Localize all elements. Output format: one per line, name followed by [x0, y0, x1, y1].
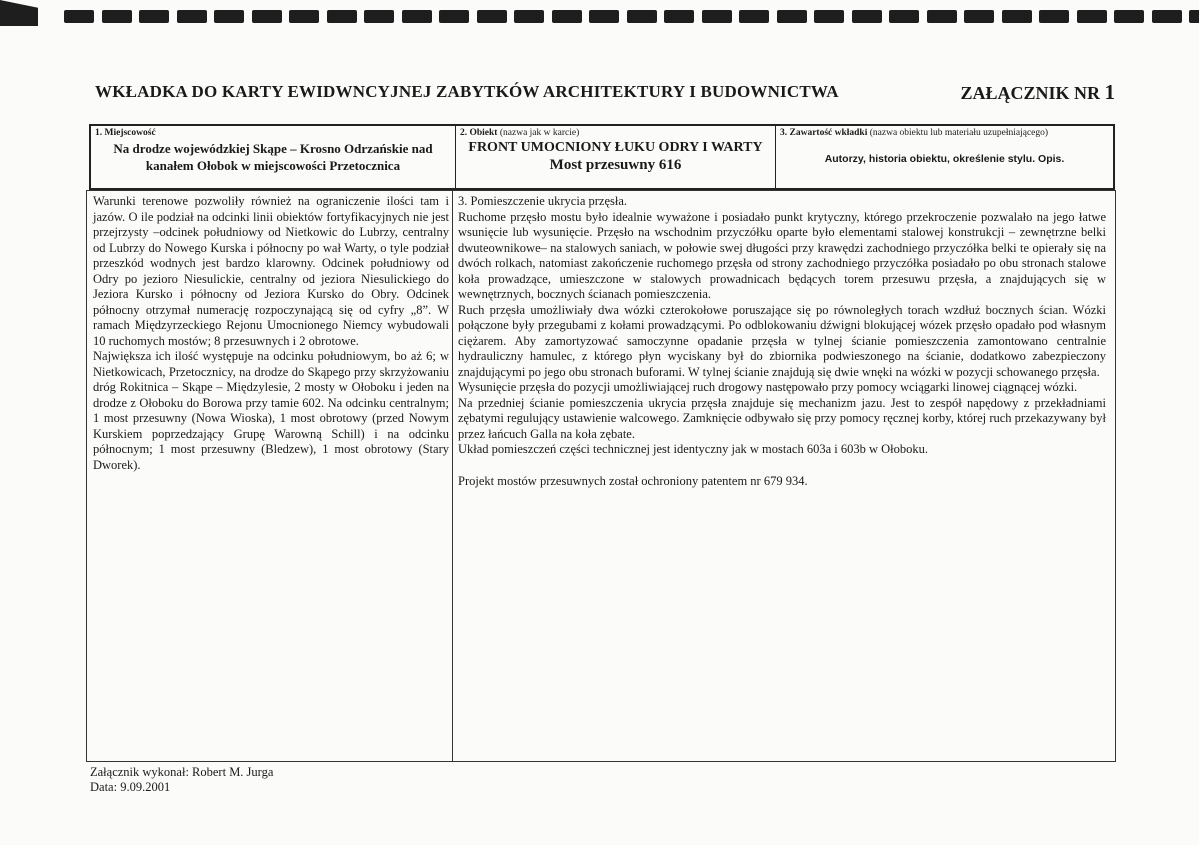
binding-hole — [889, 10, 919, 23]
binding-hole — [402, 10, 432, 23]
right-paragraph: 3. Pomieszczenie ukrycia przęsła. — [458, 194, 628, 208]
right-paragraph: Układ pomieszczeń części technicznej jest identyczny jak w mostach 603a i 603b w Ołoboku. — [458, 442, 928, 456]
binding-hole — [1002, 10, 1032, 23]
binding-hole — [177, 10, 207, 23]
object-name: FRONT UMOCNIONY ŁUKU ODRY I WARTY — [468, 140, 763, 155]
contents-value: Autorzy, historia obiektu, określenie stylu. Opis. — [824, 153, 1065, 165]
binding-hole — [852, 10, 882, 23]
contents-label-note: (nazwa obiektu lub materiału uzupełniającego) — [869, 128, 1049, 138]
binding-hole — [964, 10, 994, 23]
header-cell-object — [456, 126, 776, 188]
attachment-label: ZAŁĄCZNIK NR — [960, 83, 1100, 103]
body-table — [86, 190, 1116, 762]
binding-hole — [739, 10, 769, 23]
footer-date: Data: 9.09.2001 — [90, 780, 171, 794]
right-column — [458, 194, 1106, 489]
footer — [90, 765, 273, 795]
binding-hole — [289, 10, 319, 23]
object-label-text: 2. Obiekt — [460, 128, 498, 138]
binding-hole — [589, 10, 619, 23]
document-title: WKŁADKA DO KARTY EWIDWNCYJNEJ ZABYTKÓW ARCHITEKTURY I BUDOWNICTWA — [95, 82, 839, 101]
binding-hole — [552, 10, 582, 23]
binding-hole — [702, 10, 732, 23]
binding-hole — [1152, 10, 1182, 23]
right-paragraph: Na przedniej ścianie pomieszczenia ukrycia przęsła znajduje się mechanizm jazu. Jest to zespół napędowy z przekładniami zębatymi regulujący ustawienie walcowego. Zamknięcie odbywało się przy pomocy ręcznej korby, której ruch przekazywany był przez łańcuch Galla na koła zębate. — [458, 395, 1106, 441]
binding-hole — [439, 10, 469, 23]
right-paragraph: Ruchome przęsło mostu było idealnie wyważone i posiadało punkt krytyczny, którego przekroczenie pozwalało na jego łatwe wsunięcie lub wysunięcie. Przęsło na wschodnim przyczółku oparte było elementami stalowej konstrukcji – zewnętrzne belki dwuteownikowe– na stalowych saniach, w połowie swej długości przy krawędzi zachodniego przyczółka belki te opierały się na dwóch rolkach, natomiast zakończenie ruchomego przęsła od strony zachodniego przyczółka posiadało po obu stronach stalowe koła prowadzące, umieszczone w stalowych prowadnicach będących torem przesuwu przęsła, a znajdujących się w wewnętrznych, bocznych ścianach pomieszczenia. — [458, 209, 1106, 301]
binding-hole — [477, 10, 507, 23]
binding-hole — [252, 10, 282, 23]
binding-hole — [514, 10, 544, 23]
location-value: Na drodze wojewódzkiej Skąpe – Krosno Odrzańskie nad kanałem Ołobok w miejscowości Przetocznica — [113, 141, 433, 173]
binding-hole — [64, 10, 94, 23]
footer-author: Załącznik wykonał: Robert M. Jurga — [90, 765, 274, 779]
header-table — [89, 124, 1115, 190]
binding-hole — [1039, 10, 1069, 23]
header-cell-location — [91, 126, 456, 188]
binding-hole — [327, 10, 357, 23]
left-column — [93, 194, 449, 473]
binding-hole — [364, 10, 394, 23]
binding-hole — [664, 10, 694, 23]
object-label-note: (nazwa jak w karcie) — [499, 128, 580, 138]
binding-hole — [1077, 10, 1107, 23]
binding-hole — [214, 10, 244, 23]
left-paragraph: Warunki terenowe pozwoliły również na ograniczenie ilości tam i jazów. O ile podział na odcinki linii obiektów fortyfikacyjnych nie jest przejrzysty –odcinek południowy od Nietkowic do Lubrzy, centralny od Lubrzy do Nowego Kurska i północny po wał Warty, o tyle podział przeszkód wodnych jest bardzo klarowny. Odcinek południowy od Odry po jezioro Niesulickie, centralny od jeziora Niesulickiego do Jeziora Kursko i północny od Jeziora Kursko do Obry. Odcinek północny otrzymał numerację rozpoczynającą się od cyfry „8”. W ramach Międzyrzeckiego Rejonu Umocnionego Niemcy wybudowali 10 ruchomych mostów; 8 przesuwnych i 2 obrotowe. — [93, 194, 449, 348]
location-label: 1. Miejscowość — [95, 128, 156, 138]
object-label — [456, 126, 775, 139]
header-cell-contents — [776, 126, 1113, 188]
column-divider — [452, 191, 453, 761]
right-paragraph: Ruch przęsła umożliwiały dwa wózki czterokołowe poruszające się po równoległych torach wzdłuż bocznych ścian. Wózki połączone były przegubami z kołami prowadzącymi. Po odblokowaniu dźwigni blokującej wózek przęsło opadało pod własnym ciężarem. Aby zamortyzować samoczynne opadanie przęsła w tylnej ścianie pomieszczenia zamontowano centralnie hydrauliczny hamulec, z którego płyn wyciskany był do zbiornika podwieszonego na ścianie, dodatkowo zabezpieczony znajdującymi po jego obu stronach buforami. W tylnej ścianie znajdują się dwie wnęki na wózki w pozycji schowanego przęsła. — [458, 302, 1106, 379]
binding-hole — [1114, 10, 1144, 23]
patent-note: Projekt mostów przesuwnych został ochroniony patentem nr 679 934. — [458, 473, 808, 488]
binding-hole — [627, 10, 657, 23]
right-paragraph: Wysunięcie przęsła do pozycji umożliwiającej ruch drogowy następowało przy pomocy wciągarki linowej ciągnącej wózki. — [458, 380, 1078, 394]
left-paragraph: Największa ich ilość występuje na odcinku południowym, bo aż 6; w Nietkowicach, Przetocznicy, na drodze do Skąpego przy skrzyżowaniu dróg Rokitnica – Skąpe – Międzylesie, 2 mosty w Ołoboku i jeden na drodze z Ołoboku do Borowa przy tamie 602. Na odcinku centralnym; 1 most przesuwny (Nowa Wioska), 1 most obrotowy (przed Nowym Kurskiem poprzedzający Grupę Warowną Schill) i na odcinku północnym; 1 most przesuwny (Bledzew), 1 most obrotowy (Stary Dworek). — [93, 349, 449, 472]
binding-hole — [102, 10, 132, 23]
object-subname: Most przesuwny 616 — [549, 157, 682, 173]
contents-label-text: 3. Zawartość wkładki — [780, 128, 868, 138]
binding-hole — [927, 10, 957, 23]
attachment-number-value: 1 — [1104, 80, 1115, 104]
binding-hole — [1189, 10, 1199, 23]
binding-hole — [139, 10, 169, 23]
binding-hole — [814, 10, 844, 23]
binding-holes — [0, 0, 1199, 30]
attachment-number — [960, 80, 1115, 105]
contents-label — [776, 126, 1113, 139]
binding-corner — [0, 0, 38, 26]
binding-hole — [777, 10, 807, 23]
